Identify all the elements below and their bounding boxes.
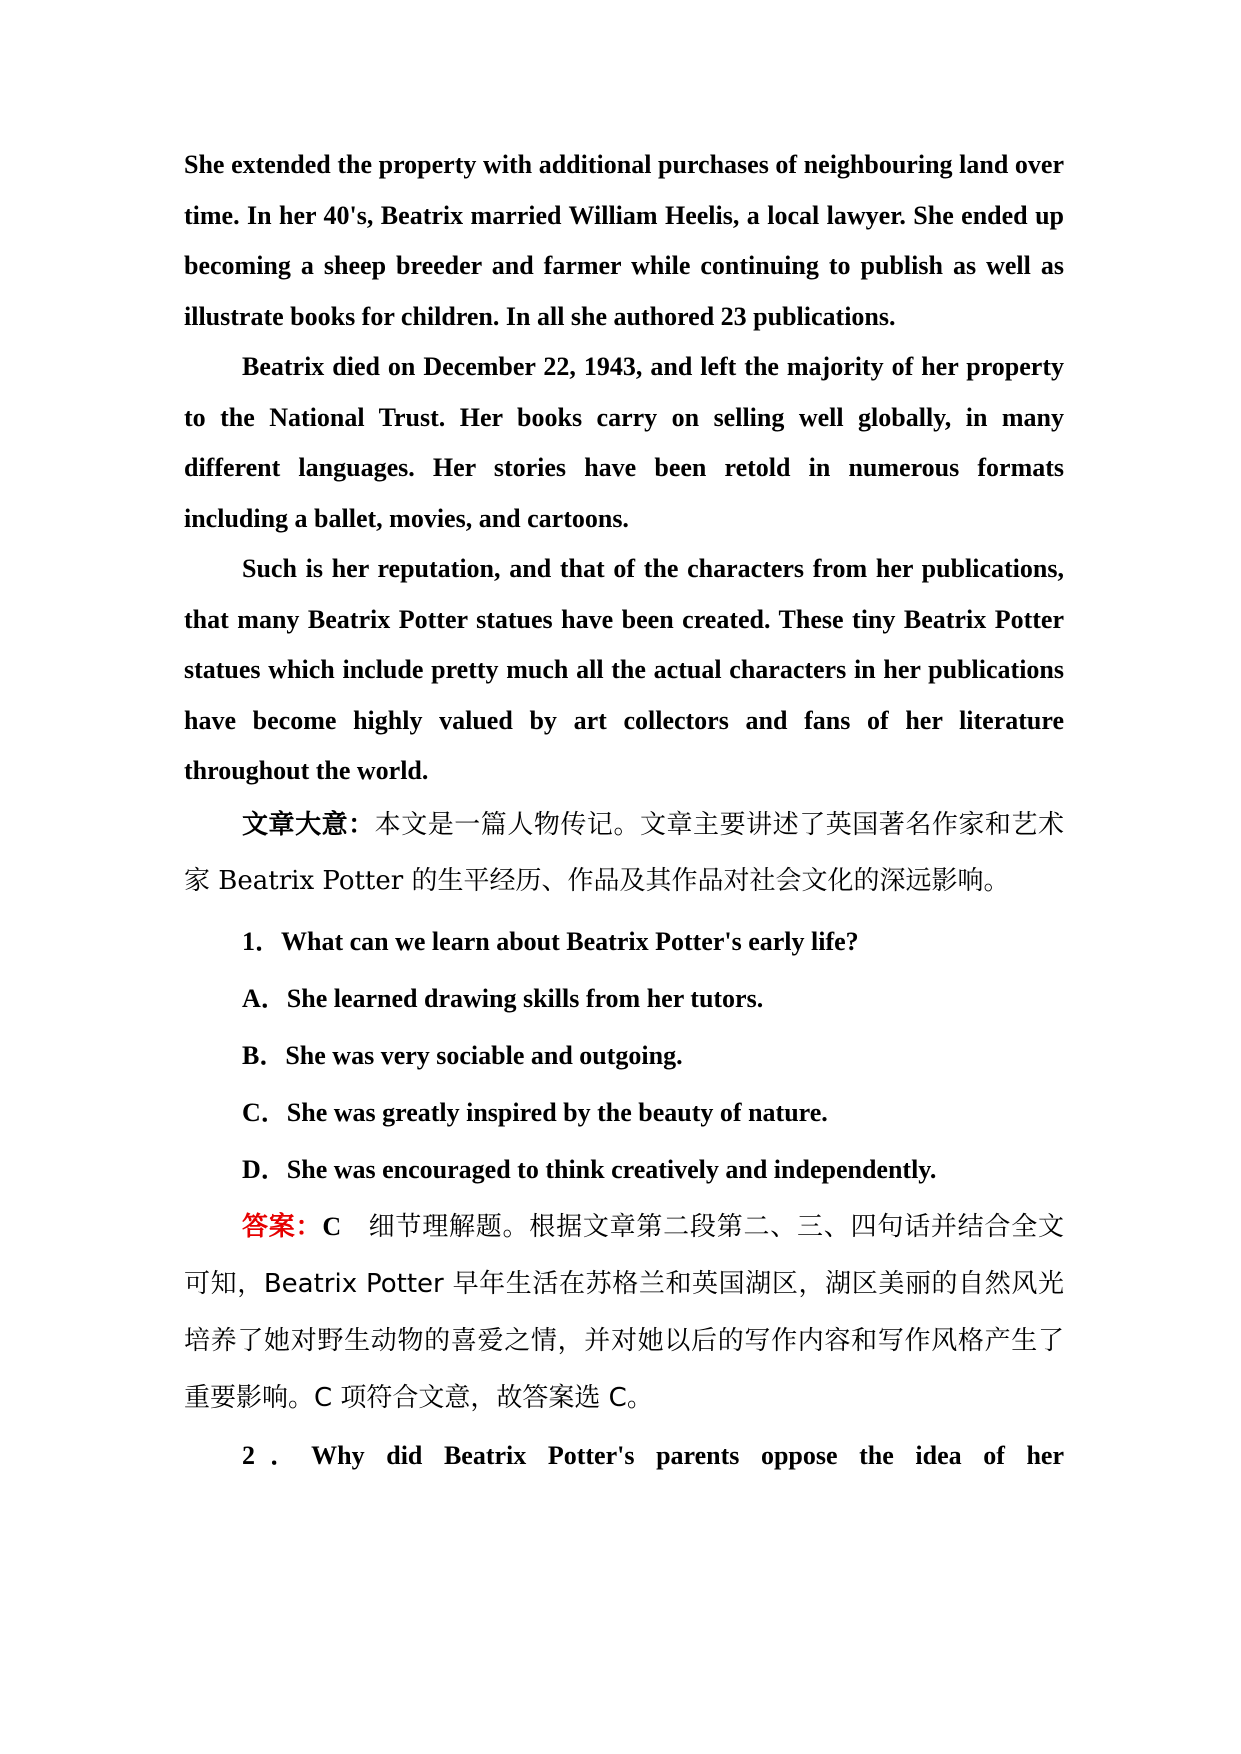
answer-1-paragraph	[184, 1198, 1064, 1427]
question-1-option-b: B．She was very sociable and outgoing.	[242, 1040, 683, 1070]
question-1-option-a: A．She learned drawing skills from her tutors.	[242, 983, 764, 1013]
summary-label: 文章大意：	[242, 809, 375, 840]
question-1-option-c: C．She was greatly inspired by the beauty of nature.	[242, 1097, 828, 1127]
passage-paragraph-2: Beatrix died on December 22, 1943, and left the majority of her property to the National Trust. Her books carry on selling well globally, in many different languages. Her stories have been retold in numerous formats including a ballet, movies, and cartoons.	[184, 352, 1064, 533]
answer-label: 答案：	[242, 1211, 323, 1242]
question-1-stem: 1．What can we learn about Beatrix Potter's early life?	[242, 926, 859, 956]
question-1-option-d: D．She was encouraged to think creatively and independently.	[242, 1154, 937, 1184]
answer-letter: C	[322, 1211, 342, 1241]
document-page	[184, 140, 1064, 1484]
summary-paragraph	[184, 797, 1064, 909]
passage-paragraph-3: Such is her reputation, and that of the characters from her publications, that many Beatrix Potter statues have been created. These tiny Beatrix Potter statues which include pretty much all the actual characters in her publications have become highly valued by art collectors and fans of her literature throughout the world.	[184, 554, 1064, 785]
answer-explanation: 细节理解题。根据文章第二段第二、三、四句话并结合全文可知，Beatrix Potter 早年生活在苏格兰和英国湖区，湖区美丽的自然风光培养了她对野生动物的喜爱之情，并对她以后的写作内容和写作风格产生了重要影响。C 项符合文意，故答案选 C。	[184, 1211, 1064, 1413]
question-2-stem: 2．Why did Beatrix Potter's parents oppose the idea of her	[242, 1440, 1064, 1470]
passage-paragraph-1: She extended the property with additional purchases of neighbouring land over time. In her 40's, Beatrix married William Heelis, a local lawyer. She ended up becoming a sheep breeder and farmer while continuing to publish as well as illustrate books for children. In all she authored 23 publications.	[184, 150, 1064, 331]
summary-text: 本文是一篇人物传记。文章主要讲述了英国著名作家和艺术家 Beatrix Potter 的生平经历、作品及其作品对社会文化的深远影响。	[184, 809, 1064, 896]
